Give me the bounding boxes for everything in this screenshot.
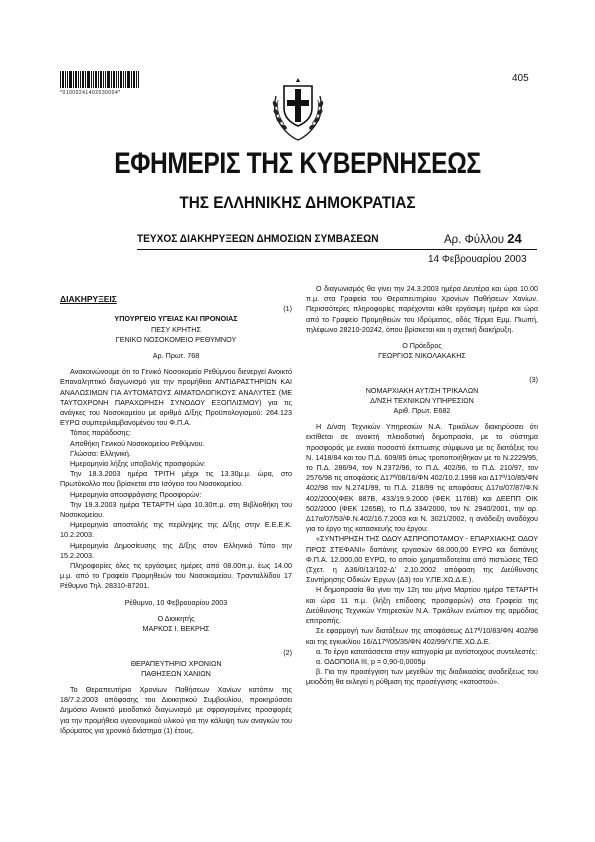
notice-number: (1) [283,304,292,314]
notice-organization: ΠΕΣΥ ΚΡΗΤΗΣ [151,324,201,334]
list-item: β. Για την προσέγγιση των μεγεθών της διαδικασίας αναδείξεως του μειοδότη θα εκλεγεί η ρύθμιση της προσέγγισης «κατοστού». [306,667,538,687]
issue-number [444,231,522,246]
barcode-text: *01000241402030004* [60,90,121,96]
notice-organization: ΥΠΟΥΡΓΕΙΟ ΥΓΕΙΑΣ ΚΑΙ ΠΡΟΝΟΙΑΣ [114,314,238,324]
gazette-title: ΕΦΗΜΕΡΙΣ ΤΗΣ ΚΥΒΕΡΝΗΣΕΩΣ [114,147,481,180]
notice-info: Πληροφορίες όλες τις εργάσιμες ημέρες από 08.00π.μ. έως 14.00 μ.μ. από το Γραφείο Προμηθειών του Νοσοκομείου. Τρανταλλίδου 17 Ρέθυμνο Τηλ. 28310-87201. [60,561,292,591]
protocol-number: Αρ. Πρωτ. 768 [152,351,200,361]
legal-reference: Σε εφαρμογή των διατάξεων της αποφάσεως Δ17ª/10/83/ΦΝ 402/98 και της εγκυκλίου 16/Δ17ª/05/35/ΦΝ 402/99/Υ.ΠΕ.ΧΩ.Δ.Ε. [306,626,538,646]
notice-organization: Δ/ΝΣΗ ΤΕΧΝΙΚΩΝ ΥΠΗΡΕΣΙΩΝ [370,395,474,405]
left-column [60,294,292,736]
list-item: α. ΟΔΟΠΟΙΙΑ ΙΙΙ, p = 0,90-0,0005μ [316,656,426,666]
notice-field: Ημερομηνία Δημοσίευσης της Δ/ξης στον Ελληνικό Τύπο την 15.2.2003. [60,540,292,560]
place-date: Ρέθυμνο, 10 Φεβρουαρίου 2003 [124,597,228,607]
notice-body: Η Δ/νση Τεχνικών Υπηρεσιών Ν.Α. Τρικάλων διακηρύσσει ότι εκτίθεται σε ανοικτή πλειοδοτική δημοπρασία, με το σύστημα προσφοράς με ενιαίο ποσοστό έκπτωσης σύμφωνα με τις διατάξεις του Ν. 1418/84 και του Π.Δ. 609/85 όπως τροποποιήθηκαν με το Ν.2229/95, το Π.Δ. 286/94, τον Ν.2372/96, το Π.Δ. 402/96, το Π.Δ. 210/97, τον 2576/98 τις αποφάσεις Δ17ª/08/16/ΦΝ 402/10.2.1998 και Δ17ª/10/85/ΦΝ 402/98 τον Ν.2741/99, το Π.Δ. 218/99 τις αποφάσεις Δ17α/07/87/Φ.Ν 402/2000(ΦΕΚ 887Β, 433/19.9.2000 (ΦΕΚ 1176Β) και ΔΕΕΠΠ ΟΙΚ 502/2000 (ΦΕΚ 1265Β), το Π.Δ 334/2000, τον Ν. 2940/2001, την αρ. Δ17α/07/53/Φ.Ν.402/16.7.2003 και Ν. 3021/2002, η ανάδειξη αναδόχου για το έργο της κατασκευής του έργου: [306,422,538,534]
notice-organization: ΝΟΜΑΡΧΙΑΚΗ ΑΥΤ/ΣΗ ΤΡΙΚΑΛΩΝ [365,385,479,395]
signer-title: Ο Πρόεδρος [402,341,442,351]
signer-name: ΓΕΩΡΓΙΟΣ ΝΙΚΟΛΑΚΑΚΗΣ [378,351,466,361]
notice-field: Γλώσσα: Ελληνική. [70,448,131,458]
issue-date: 14 Φεβρουαρίου 2003 [428,254,527,265]
notice-field-value: Αποθήκη Γενικού Νοσοκομείου Ρεθύμνου. [70,438,205,448]
notice-organization: ΠΑΘΗΣΕΩΝ ΧΑΝΙΩΝ [141,668,211,678]
issue-value: 24 [507,231,522,246]
issue-label: Αρ. Φύλλου [444,234,505,246]
gazette-series: ΤΕΥΧΟΣ ΔΙΑΚΗΡΥΞΕΩΝ ΔΗΜΟΣΙΩΝ ΣΥΜΒΑΣΕΩΝ [137,233,379,245]
protocol-number: Αριθ. Πρωτ. Ε682 [393,406,451,416]
notice-field: Ημερομηνία αποστολής της περίληψης της Δ/ξης στην Ε.Ε.Ε.Κ. 10.2.2003. [60,520,292,540]
notice-field-value: Την 19.3.2003 ημέρα ΤΕΤΑΡΤΗ ώρα 10.30π.μ. στη Βιβλιοθήκη του Νοσοκομείου. [60,499,292,520]
gazette-subtitle: ΤΗΣ ΕΛΛΗΝΙΚΗΣ ΔΗΜΟΚΡΑΤΙΑΣ [179,193,416,212]
notice-organization: ΘΕΡΑΠΕΥΤΗΡΙΟ ΧΡΟΝΙΩΝ [130,658,222,668]
signer-title: Ο Διοικητής [157,613,195,623]
notice-body: Ο διαγωνισμός θα γίνει την 24.3.2003 ημέρα Δευτέρα και ώρα 10.00 π.μ. στα Γραφεία του Θεραπευτηρίου Χρονίων Παθήσεων Χανίων. Περισσότερες πληροφορίες παρέχονται κάθε εργάσιμη ημέρα και ώρα από το Γραφείο Προμηθειών του Ιδρύματος, οδός Τέρμα Εμμ. Πιωπή, τηλέφωνο 28210-20242, όπου βρίσκεται και η σχετική διακήρυξη. [306,284,538,334]
signer-name: ΜΑΡΚΟΣ Ι. ΒΕΚΡΗΣ [142,624,210,634]
list-item: α. Το έργο κατατάσσεται στην κατηγορία με αντίστοιχους συντελεστές: [316,646,538,656]
notice-organization: ΓΕΝΙΚΟ ΝΟΣΟΚΟΜΕΙΟ ΡΕΘΥΜΝΟΥ [115,334,237,344]
right-column [306,284,538,688]
notice-body: Ανακοινώνουμε ότι το Γενικό Νοσοκομείο Ρεθύμνου διενεργεί Ανοικτό Επαναληπτικό διαγωνισμό για την προμήθεια ΑΝΤΙΔΡΑΣΤΗΡΙΩΝ ΚΑΙ ΑΝΑΛΩΣΙΜΩΝ ΓΙΑ ΑΥΤΟΜΑΤΟΥΣ ΑΙΜΑΤΟΛΟΓΙΚΟΥΣ ΑΝΑΛΥΤΕΣ (ΜΕ ΤΑΥΤΟΧΡΟΝΗ ΠΑΡΑΧΩΡΗΣΗ ΣΥΝΟΔΟΥ ΕΞΟΠΛΙΣΜΟΥ) για τις ανάγκες του Νοσοκομείου με αριθμό Δ/ξης Προϋπολογισμού: 264.123 ΕΥΡΩ συμπεριλαμβανομένου του Φ.Π.Α. [60,367,292,428]
notice-field-label: Τόπος παράδοσης: [70,428,131,438]
notice-number: (2) [283,648,292,658]
barcode [60,68,155,88]
notice-field-label: Ημερομηνία αποσφράγισης Προσφορών: [70,489,202,499]
page-number: 405 [512,73,529,84]
project-title: «ΣΥΝΤΗΡΗΣΗ ΤΗΣ ΟΔΟΥ ΑΣΠΡΟΠΟΤΑΜΟΥ - ΕΠΑΡΧΙΑΚΗΣ ΟΔΟΥ ΠΡΟΣ ΣΤΕΦΑΝΙ» δαπάνης εργασιών 68.000,00 ΕΥΡΩ και δαπάνης Φ.Π.Α. 12.000,00 ΕΥΡΩ, το οποίο χρηματοδοτείται από πιστώσεις ΤΕΟ (Σχετ. η Δ36/0/13/102-Δ' 2.10.2002 απόφαση της Διεύθυνσης Συντήρησης Οδικών Έργων (Δ3) του Υ.ΠΕ.ΧΩ.Δ.Ε.). [306,534,538,585]
header-divider [137,249,537,250]
notice-body: Το Θεραπευτήριο Χρονίων Παθήσεων Χανίων κατόπιν της 18/7.2.2003 απόφασης του Διοικητικού Συμβουλίου, προκηρύσσει Δημόσιο Ανοικτό μειοδοτικό διαγωνισμό με σφραγισμένες προσφορές για την προμήθεια υγειονομικού υλικού για την κάλυψη των αναγκών του Ιδρύματος για χρονικό διάστημα (1) έτους. [60,684,292,735]
notice-field-value: Την 18.3.2003 ημέρα ΤΡΙΤΗ μέχρι τις 13.30μ.μ. ώρα, στο Πρωτόκολλο που βρίσκεται στο Ισόγειο του Νοσοκομείου. [60,469,292,489]
greek-coat-of-arms-icon [270,76,326,142]
auction-info: Η δημοπρασία θα γίνει την 12η του μήνα Μαρτίου ημέρα ΤΕΤΑΡΤΗ και ώρα 11 π.μ. (λήξη επίδοσης προσφορών) στα Γραφεία της Διεύθυνσης Τεχνικών Υπηρεσιών Ν.Α. Τρικάλων ενώπιον της αρμόδιας επιτροπής. [306,585,538,626]
notice-number: (3) [529,375,538,385]
section-heading: ΔΙΑΚΗΡΥΞΕΙΣ [60,294,117,304]
notice-field-label: Ημερομηνία λήξης υποβολής προσφορών: [70,459,206,469]
